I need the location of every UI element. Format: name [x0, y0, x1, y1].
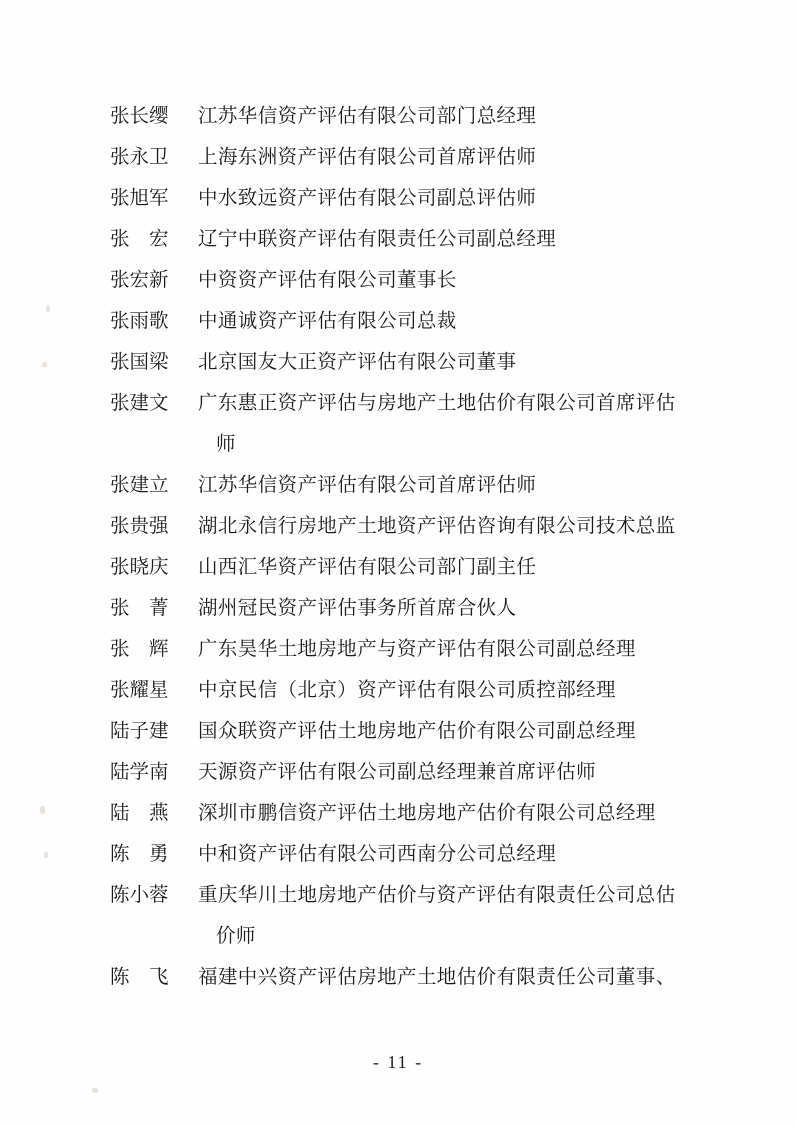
entry-description: 江苏华信资产评估有限公司首席评估师 — [198, 475, 537, 496]
entry-description: 上海东洲资产评估有限公司首席评估师 — [198, 147, 537, 168]
entry-description: 广东惠正资产评估与房地产土地估价有限公司首席评估 师 — [188, 383, 712, 465]
entry-description: 北京国友大正资产评估有限公司董事 — [198, 352, 517, 373]
entry-name: 张耀星 — [110, 680, 169, 701]
entry-name: 陈 飞 — [110, 967, 169, 988]
entry-name: 陆学南 — [110, 762, 169, 783]
entry-name: 张 菁 — [110, 598, 169, 619]
entry-description: 湖北永信行房地产土地资产评估咨询有限公司技术总监 — [198, 516, 676, 537]
entry-description: 中资资产评估有限公司董事长 — [198, 270, 457, 291]
entry-name: 陆 燕 — [110, 803, 169, 824]
entry-description: 广东昊华土地房地产与资产评估有限公司副总经理 — [198, 639, 636, 660]
entry-description: 福建中兴资产评估房地产土地估价有限责任公司董事、 — [198, 967, 676, 988]
list-item — [110, 342, 712, 383]
entry-description: 湖州冠民资产评估事务所首席合伙人 — [198, 598, 517, 619]
entry-name: 张雨歌 — [110, 311, 169, 332]
list-item — [110, 793, 712, 834]
entry-name: 陆子建 — [110, 721, 169, 742]
entry-name: 张晓庆 — [110, 557, 169, 578]
entry-description: 江苏华信资产评估有限公司部门总经理 — [198, 106, 537, 127]
entry-description-continued: 价师 — [216, 926, 256, 947]
list-item — [110, 752, 712, 793]
name-entry-list — [110, 96, 712, 998]
entry-description: 中水致远资产评估有限公司副总评估师 — [198, 188, 537, 209]
entry-description: 中通诚资产评估有限公司总裁 — [198, 311, 457, 332]
entry-name: 张旭军 — [110, 188, 169, 209]
entry-name: 张长缨 — [110, 106, 169, 127]
entry-description: 国众联资产评估土地房地产估价有限公司副总经理 — [198, 721, 636, 742]
list-item — [110, 178, 712, 219]
list-item — [110, 506, 712, 547]
list-item — [110, 260, 712, 301]
entry-name: 张 辉 — [110, 639, 169, 660]
entry-description: 辽宁中联资产评估有限责任公司副总经理 — [198, 229, 557, 250]
entry-description: 深圳市鹏信资产评估土地房地产估价有限公司总经理 — [198, 803, 656, 824]
page-number: - 11 - — [372, 1052, 424, 1072]
entry-description: 重庆华川土地房地产估价与资产评估有限责任公司总估 价师 — [188, 875, 712, 957]
entry-name: 陈小蓉 — [110, 885, 169, 906]
paper-speck — [46, 305, 50, 312]
entry-description: 中和资产评估有限公司西南分公司总经理 — [198, 844, 557, 865]
list-item — [110, 588, 712, 629]
entry-name: 张建文 — [110, 393, 169, 414]
list-item — [110, 465, 712, 506]
list-item — [110, 629, 712, 670]
list-item — [110, 711, 712, 752]
list-item — [110, 834, 712, 875]
entry-name: 张宏新 — [110, 270, 169, 291]
entry-description: 中京民信（北京）资产评估有限公司质控部经理 — [198, 680, 616, 701]
entry-description: 山西汇华资产评估有限公司部门副主任 — [198, 557, 537, 578]
list-item — [110, 301, 712, 342]
entry-name: 张国梁 — [110, 352, 169, 373]
list-item — [110, 383, 712, 465]
paper-speck — [44, 852, 48, 858]
paper-speck — [40, 806, 45, 814]
list-item — [110, 219, 712, 260]
list-item — [110, 137, 712, 178]
paper-speck — [42, 362, 47, 367]
entry-description: 天源资产评估有限公司副总经理兼首席评估师 — [198, 762, 597, 783]
entry-name: 张 宏 — [110, 229, 169, 250]
entry-name: 张贵强 — [110, 516, 169, 537]
list-item — [110, 547, 712, 588]
entry-name: 张建立 — [110, 475, 169, 496]
paper-speck — [92, 1088, 98, 1093]
list-item — [110, 875, 712, 957]
list-item — [110, 96, 712, 137]
list-item — [110, 670, 712, 711]
list-item — [110, 957, 712, 998]
entry-description-continued: 师 — [216, 434, 236, 455]
entry-name: 陈 勇 — [110, 844, 169, 865]
entry-name: 张永卫 — [110, 147, 169, 168]
